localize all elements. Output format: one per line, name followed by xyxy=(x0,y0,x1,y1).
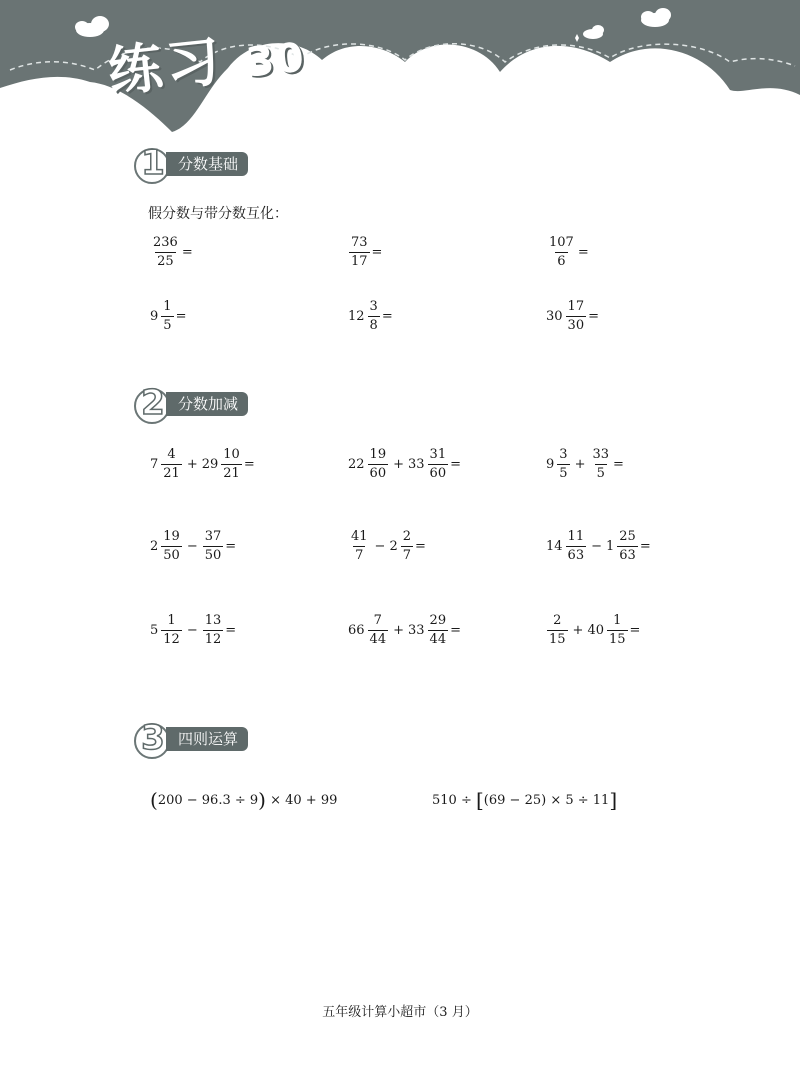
operator: − xyxy=(591,538,602,554)
title-number: 30 xyxy=(243,34,308,87)
numerator: 4 xyxy=(167,447,176,462)
denominator: 15 xyxy=(609,631,626,647)
bracket-open: [ xyxy=(475,788,484,812)
numerator: 37 xyxy=(204,529,222,544)
whole-part: 5 xyxy=(150,622,159,638)
denominator: 7 xyxy=(355,547,364,563)
denominator: 30 xyxy=(567,317,585,333)
equals-sign: = xyxy=(588,308,599,324)
denominator: 50 xyxy=(204,547,222,563)
expr-head: 510 ÷ xyxy=(432,793,476,808)
problem-2-7 xyxy=(150,614,236,646)
page-footer: 五年级计算小超市（3 月） xyxy=(322,1005,478,1020)
expr-body: (69 − 25) × 5 ÷ 11 xyxy=(483,793,610,808)
denominator: 50 xyxy=(163,547,180,563)
section-label: 分数基础 xyxy=(166,152,248,176)
equals-sign: = xyxy=(175,308,187,324)
section-number: 1 xyxy=(136,146,170,180)
problem-2-2 xyxy=(348,448,461,480)
title-text: 练习 xyxy=(105,29,228,104)
numerator: 10 xyxy=(223,447,240,462)
whole-part: 2 xyxy=(150,538,159,554)
denominator: 5 xyxy=(596,465,605,481)
numerator: 1 xyxy=(163,299,172,314)
operator: + xyxy=(393,622,404,638)
paren-open: ( xyxy=(150,788,158,812)
equals-sign: = xyxy=(181,244,193,260)
denominator: 21 xyxy=(163,465,180,481)
problem-1-2 xyxy=(348,236,382,268)
paren-close: ) xyxy=(258,788,266,812)
whole-part: 9 xyxy=(546,456,555,472)
equals-sign: = xyxy=(450,456,461,472)
numerator: 7 xyxy=(373,613,382,628)
numerator: 2 xyxy=(402,529,412,544)
whole-part: 66 xyxy=(348,622,365,638)
operator: − xyxy=(186,538,198,554)
problem-2-4 xyxy=(150,530,236,562)
whole-part: 12 xyxy=(348,308,365,324)
whole-part: 14 xyxy=(546,538,563,554)
expr-body: 200 − 96.3 ÷ 9 xyxy=(157,793,259,808)
numerator: 13 xyxy=(204,613,222,628)
denominator: 7 xyxy=(402,547,412,563)
equals-sign: = xyxy=(415,538,426,554)
numerator: 2 xyxy=(553,613,562,628)
denominator: 25 xyxy=(157,253,174,269)
calc-problem-1 xyxy=(150,788,337,812)
whole-part: 29 xyxy=(201,456,219,472)
numerator: 25 xyxy=(619,529,636,544)
numerator: 73 xyxy=(351,235,368,250)
operator: − xyxy=(374,538,386,554)
numerator: 41 xyxy=(351,529,368,544)
equals-sign: = xyxy=(243,456,255,472)
whole-part: 1 xyxy=(606,538,615,554)
whole-part: 33 xyxy=(408,456,425,472)
section-label: 分数加减 xyxy=(166,392,248,416)
denominator: 60 xyxy=(369,465,387,481)
problem-1-3 xyxy=(546,236,589,268)
denominator: 15 xyxy=(549,631,566,647)
denominator: 5 xyxy=(163,317,172,333)
problem-1-1 xyxy=(150,236,193,268)
numerator: 107 xyxy=(549,235,574,250)
calc-problem-2 xyxy=(432,788,617,812)
equals-sign: = xyxy=(629,622,641,638)
equals-sign: = xyxy=(371,244,383,260)
denominator: 5 xyxy=(559,465,568,481)
operator: + xyxy=(574,456,586,472)
denominator: 6 xyxy=(557,253,566,269)
problem-1-6 xyxy=(546,300,599,332)
problem-2-9 xyxy=(546,614,640,646)
problem-1-4 xyxy=(150,300,186,332)
numerator: 1 xyxy=(613,613,622,628)
expr-tail: × 40 + 99 xyxy=(265,793,338,808)
numerator: 3 xyxy=(559,447,568,462)
section-number: 2 xyxy=(136,386,170,420)
numerator: 3 xyxy=(369,299,378,314)
equals-sign: = xyxy=(613,456,624,472)
problem-2-6 xyxy=(546,530,651,562)
denominator: 21 xyxy=(223,465,240,481)
operator: − xyxy=(186,622,198,638)
denominator: 44 xyxy=(369,631,387,647)
whole-part: 7 xyxy=(150,456,159,472)
whole-part: 33 xyxy=(408,622,425,638)
problem-2-8 xyxy=(348,614,461,646)
denominator: 12 xyxy=(204,631,222,647)
numerator: 31 xyxy=(429,447,447,462)
equals-sign: = xyxy=(639,538,651,554)
denominator: 44 xyxy=(429,631,447,647)
denominator: 12 xyxy=(163,631,180,647)
numerator: 19 xyxy=(369,447,387,462)
operator: + xyxy=(572,622,584,638)
denominator: 63 xyxy=(567,547,585,563)
instruction-text: 假分数与带分数互化： xyxy=(148,206,288,222)
equals-sign: = xyxy=(225,538,237,554)
equals-sign: = xyxy=(381,308,393,324)
denominator: 60 xyxy=(429,465,447,481)
problem-2-1 xyxy=(150,448,255,480)
operator: + xyxy=(186,456,198,472)
equals-sign: = xyxy=(577,244,589,260)
numerator: 29 xyxy=(429,613,447,628)
numerator: 17 xyxy=(567,299,585,314)
whole-part: 2 xyxy=(389,538,398,554)
equals-sign: = xyxy=(450,622,461,638)
denominator: 17 xyxy=(351,253,368,269)
denominator: 63 xyxy=(619,547,636,563)
section-number: 3 xyxy=(136,721,170,755)
denominator: 8 xyxy=(369,317,378,333)
whole-part: 22 xyxy=(348,456,365,472)
whole-part: 9 xyxy=(150,308,159,324)
whole-part: 40 xyxy=(587,622,604,638)
numerator: 1 xyxy=(167,613,176,628)
numerator: 11 xyxy=(567,529,585,544)
whole-part: 30 xyxy=(546,308,563,324)
equals-sign: = xyxy=(225,622,237,638)
numerator: 33 xyxy=(592,447,610,462)
operator: + xyxy=(393,456,404,472)
problem-2-5 xyxy=(348,530,426,562)
numerator: 236 xyxy=(153,235,178,250)
bracket-close: ] xyxy=(609,788,618,812)
section-label: 四则运算 xyxy=(166,727,248,751)
numerator: 19 xyxy=(163,529,180,544)
problem-2-3 xyxy=(546,448,624,480)
problem-1-5 xyxy=(348,300,393,332)
